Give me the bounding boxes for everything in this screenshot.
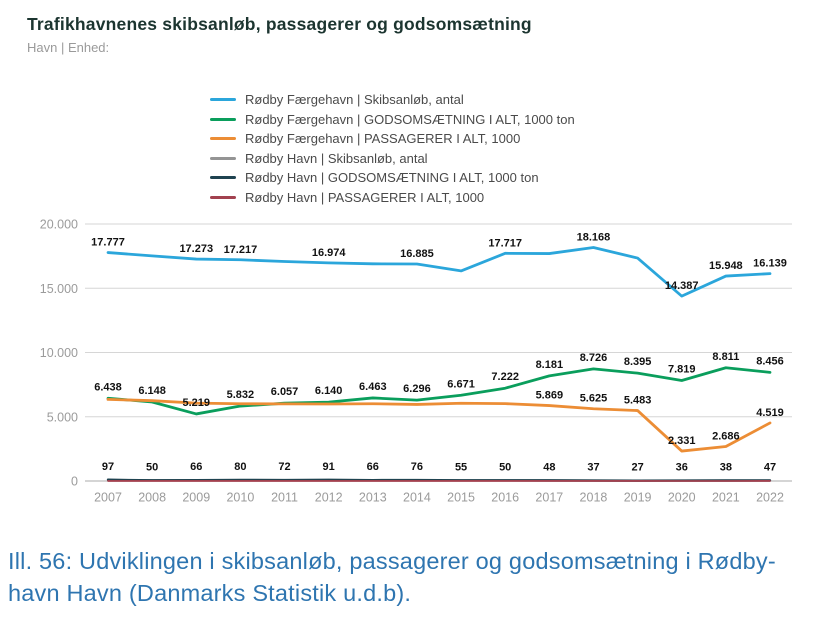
- data-point-label: 47: [763, 461, 777, 474]
- legend-item: [210, 168, 575, 188]
- data-point-label: 97: [101, 460, 115, 473]
- x-axis-tick-label: 2017: [535, 490, 564, 505]
- data-point-label: 8.726: [579, 351, 608, 364]
- data-point-label: 8.181: [535, 358, 564, 371]
- figure-caption: [8, 545, 814, 610]
- y-axis-tick-label: 5.000: [46, 410, 78, 425]
- data-point-label: 14.387: [664, 280, 699, 293]
- data-point-label: 5.219: [182, 396, 211, 409]
- data-point-label: 5.869: [535, 389, 564, 402]
- chart-legend: [210, 90, 575, 207]
- legend-label: Rødby Færgehavn | GODSOMSÆTNING I ALT, 1000 ton: [245, 111, 575, 127]
- data-point-label: 15.948: [709, 260, 743, 273]
- data-point-label: 55: [454, 461, 468, 474]
- data-point-label: 50: [499, 461, 512, 474]
- data-point-label: 6.140: [314, 385, 343, 398]
- data-point-label: 2.331: [667, 435, 696, 448]
- data-point-label: 4.519: [756, 406, 784, 419]
- figure-caption-line2: havn Havn (Danmarks Statistik u.d.b).: [8, 580, 412, 607]
- data-point-label: 7.819: [667, 363, 696, 376]
- data-point-label: 16.974: [311, 246, 346, 259]
- data-point-label: 8.456: [756, 355, 784, 368]
- data-point-label: 5.483: [623, 394, 652, 407]
- legend-swatch: [210, 118, 236, 121]
- x-axis-tick-label: 2008: [138, 490, 167, 505]
- data-point-label: 7.222: [491, 371, 519, 384]
- data-point-label: 8.811: [712, 350, 740, 363]
- legend-swatch: [210, 196, 236, 199]
- x-axis-tick-label: 2021: [711, 490, 740, 505]
- page-title: Trafikhavnenes skibsanløb, passagerer og godsomsætning: [27, 14, 532, 34]
- x-axis-tick-label: 2007: [94, 490, 122, 505]
- legend-label: Rødby Havn | Skibsanløb, antal: [245, 150, 428, 166]
- data-point-label: 91: [322, 460, 335, 473]
- data-point-label: 80: [234, 460, 247, 473]
- data-point-label: 50: [146, 461, 159, 474]
- data-point-label: 5.625: [579, 392, 608, 405]
- data-point-label: 6.438: [94, 381, 122, 394]
- legend-item: [210, 129, 575, 149]
- x-axis-tick-label: 2009: [182, 490, 211, 505]
- data-point-label: 27: [631, 461, 644, 474]
- x-axis-tick-label: 2022: [756, 490, 784, 505]
- legend-item: [210, 90, 575, 110]
- data-point-label: 17.273: [179, 243, 214, 256]
- x-axis-tick-label: 2020: [667, 490, 696, 505]
- data-point-label: 37: [587, 461, 600, 474]
- figure-caption-line1: Ill. 56: Udviklingen i skibsanløb, passagerer og godsomsætning i Rødby-: [8, 548, 776, 574]
- legend-item: [210, 110, 575, 130]
- chart-subtitle: Havn | Enhed:: [27, 40, 110, 55]
- data-point-label: 6.057: [270, 386, 299, 399]
- data-point-label: 8.395: [623, 356, 652, 369]
- data-point-label: 2.686: [712, 430, 740, 443]
- y-axis-tick-label: 20.000: [39, 217, 78, 232]
- x-axis-tick-label: 2011: [271, 490, 298, 505]
- data-point-label: 16.885: [400, 248, 434, 261]
- data-point-label: 6.296: [403, 383, 431, 396]
- legend-swatch: [210, 176, 236, 179]
- y-axis-tick-label: 15.000: [39, 281, 78, 296]
- x-axis-tick-label: 2019: [623, 490, 652, 505]
- data-point-label: 17.777: [91, 236, 125, 249]
- legend-swatch: [210, 98, 236, 101]
- legend-item: [210, 149, 575, 169]
- legend-label: Rødby Færgehavn | PASSAGERER I ALT, 1000: [245, 131, 521, 147]
- y-axis-tick-label: 10.000: [39, 346, 78, 360]
- x-axis-tick-label: 2014: [403, 490, 431, 505]
- data-point-label: 36: [675, 461, 688, 474]
- data-point-label: 16.139: [753, 257, 787, 270]
- data-point-label: 18.168: [576, 231, 611, 244]
- data-point-label: 6.148: [138, 384, 166, 397]
- y-axis-tick-label: 0: [71, 474, 78, 489]
- data-point-label: 66: [190, 461, 203, 474]
- data-point-label: 48: [543, 461, 556, 474]
- data-point-label: 72: [278, 461, 291, 474]
- legend-label: Rødby Havn | PASSAGERER I ALT, 1000: [245, 189, 485, 205]
- legend-label: Rødby Havn | GODSOMSÆTNING I ALT, 1000 ton: [245, 170, 539, 186]
- legend-swatch: [210, 137, 236, 140]
- data-point-label: 38: [719, 461, 732, 474]
- legend-label: Rødby Færgehavn | Skibsanløb, antal: [245, 92, 464, 108]
- x-axis-tick-label: 2015: [447, 490, 475, 505]
- data-point-label: 76: [410, 461, 424, 474]
- x-axis-tick-label: 2018: [579, 490, 608, 505]
- data-point-label: 6.463: [359, 380, 387, 393]
- x-axis-tick-label: 2016: [491, 490, 520, 505]
- data-point-label: 17.217: [223, 243, 258, 256]
- x-axis-tick-label: 2010: [226, 490, 255, 505]
- x-axis-tick-label: 2013: [358, 490, 387, 505]
- data-point-label: 6.671: [447, 378, 475, 391]
- data-point-label: 5.832: [226, 389, 255, 402]
- data-point-label: 66: [366, 461, 379, 474]
- legend-swatch: [210, 157, 236, 160]
- line-chart: [0, 205, 818, 520]
- data-point-label: 17.717: [488, 237, 523, 250]
- x-axis-tick-label: 2012: [314, 490, 343, 505]
